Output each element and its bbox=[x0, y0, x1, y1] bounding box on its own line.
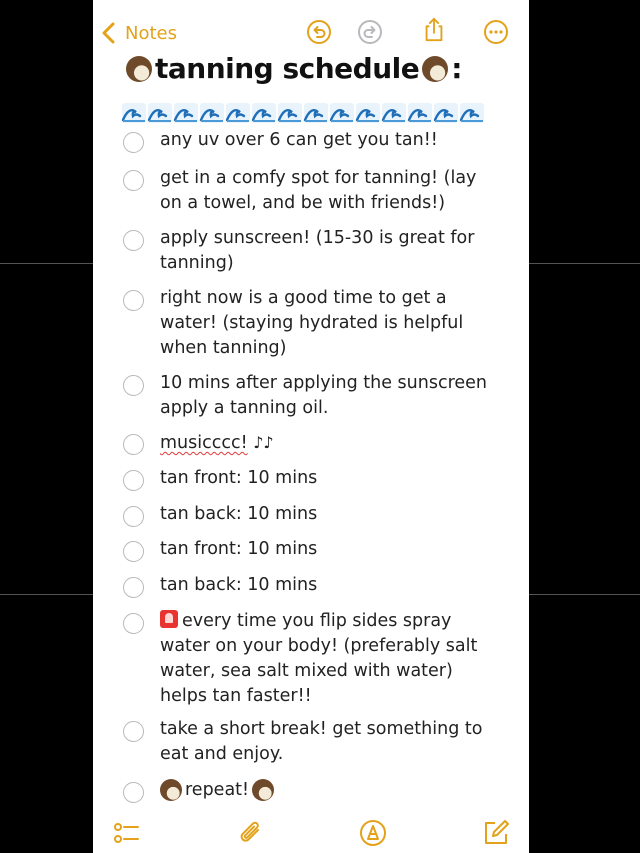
item-text[interactable]: right now is a good time to get a water! (staying hydrated is helpful when tanning) bbox=[160, 288, 464, 358]
checklist-button[interactable] bbox=[111, 818, 141, 848]
wave-icon bbox=[303, 102, 329, 124]
item-text[interactable]: 10 mins after applying the sunscreen apply a tanning oil. bbox=[160, 373, 488, 418]
wave-icon bbox=[225, 102, 251, 124]
markup-button[interactable] bbox=[358, 818, 388, 848]
checkbox[interactable] bbox=[123, 290, 144, 311]
wave-icon bbox=[381, 102, 407, 124]
note-title-suffix: : bbox=[451, 52, 462, 85]
coconut-icon bbox=[126, 56, 152, 82]
more-icon bbox=[483, 19, 509, 45]
wave-icon bbox=[199, 102, 225, 124]
compose-button[interactable] bbox=[481, 818, 511, 848]
wave-icon bbox=[407, 102, 433, 124]
item-text[interactable]: tan front: 10 mins bbox=[160, 539, 318, 559]
notes-screen bbox=[93, 0, 529, 853]
attach-button[interactable] bbox=[236, 818, 266, 848]
item-text[interactable]: every time you flip sides spray water on your body! (preferably salt water, sea salt mixed with water) helps tan faster!! bbox=[160, 611, 478, 706]
more-button[interactable] bbox=[483, 19, 509, 45]
item-text-row[interactable] bbox=[160, 778, 495, 803]
item-text[interactable]: tan back: 10 mins bbox=[160, 575, 318, 595]
paperclip-icon bbox=[236, 818, 266, 848]
item-text[interactable]: any uv over 6 can get you tan!! bbox=[160, 130, 438, 150]
checkbox[interactable] bbox=[123, 132, 144, 153]
checkbox[interactable] bbox=[123, 541, 144, 562]
undo-button[interactable] bbox=[306, 19, 332, 45]
item-text[interactable]: tan back: 10 mins bbox=[160, 504, 318, 524]
wave-emoji-row bbox=[121, 102, 485, 124]
item-text[interactable]: get in a comfy spot for tanning! (lay on a towel, and be with friends!) bbox=[160, 168, 477, 213]
checkbox[interactable] bbox=[123, 230, 144, 251]
chevron-left-icon bbox=[99, 20, 119, 46]
siren-icon bbox=[160, 610, 178, 628]
undo-icon bbox=[306, 19, 332, 45]
wave-icon bbox=[277, 102, 303, 124]
back-label: Notes bbox=[125, 22, 177, 44]
coconut-icon bbox=[422, 56, 448, 82]
checkbox[interactable] bbox=[123, 613, 144, 634]
item-text[interactable]: take a short break! get something to eat and enjoy. bbox=[160, 719, 483, 764]
redo-button[interactable] bbox=[357, 19, 383, 45]
item-text[interactable]: repeat! bbox=[185, 780, 250, 800]
note-title[interactable] bbox=[123, 52, 462, 85]
checkbox[interactable] bbox=[123, 375, 144, 396]
wave-icon bbox=[329, 102, 355, 124]
checklist-icon bbox=[111, 818, 141, 848]
item-text[interactable]: musicccc! bbox=[160, 433, 248, 453]
item-text-row[interactable] bbox=[160, 430, 495, 456]
wave-icon bbox=[433, 102, 459, 124]
coconut-icon bbox=[160, 779, 182, 801]
wave-icon bbox=[459, 102, 485, 124]
wave-icon bbox=[173, 102, 199, 124]
coconut-icon bbox=[252, 779, 274, 801]
back-button[interactable] bbox=[99, 20, 177, 46]
musical-notes-icon: ♪♪ bbox=[253, 433, 274, 452]
checkbox[interactable] bbox=[123, 470, 144, 491]
checkbox[interactable] bbox=[123, 170, 144, 191]
checkbox[interactable] bbox=[123, 506, 144, 527]
wave-icon bbox=[121, 102, 147, 124]
wave-icon bbox=[355, 102, 381, 124]
redo-icon bbox=[357, 19, 383, 45]
share-button[interactable] bbox=[421, 17, 447, 43]
checkbox[interactable] bbox=[123, 577, 144, 598]
compose-icon bbox=[481, 818, 511, 848]
checkbox[interactable] bbox=[123, 434, 144, 455]
share-icon bbox=[421, 17, 447, 43]
checkbox[interactable] bbox=[123, 782, 144, 803]
markup-pen-icon bbox=[358, 818, 388, 848]
wave-icon bbox=[251, 102, 277, 124]
item-text-row[interactable] bbox=[160, 609, 495, 709]
checkbox[interactable] bbox=[123, 721, 144, 742]
item-text[interactable]: tan front: 10 mins bbox=[160, 468, 318, 488]
item-text[interactable]: apply sunscreen! (15-30 is great for tanning) bbox=[160, 228, 475, 273]
note-title-text: tanning schedule bbox=[155, 52, 420, 85]
wave-icon bbox=[147, 102, 173, 124]
